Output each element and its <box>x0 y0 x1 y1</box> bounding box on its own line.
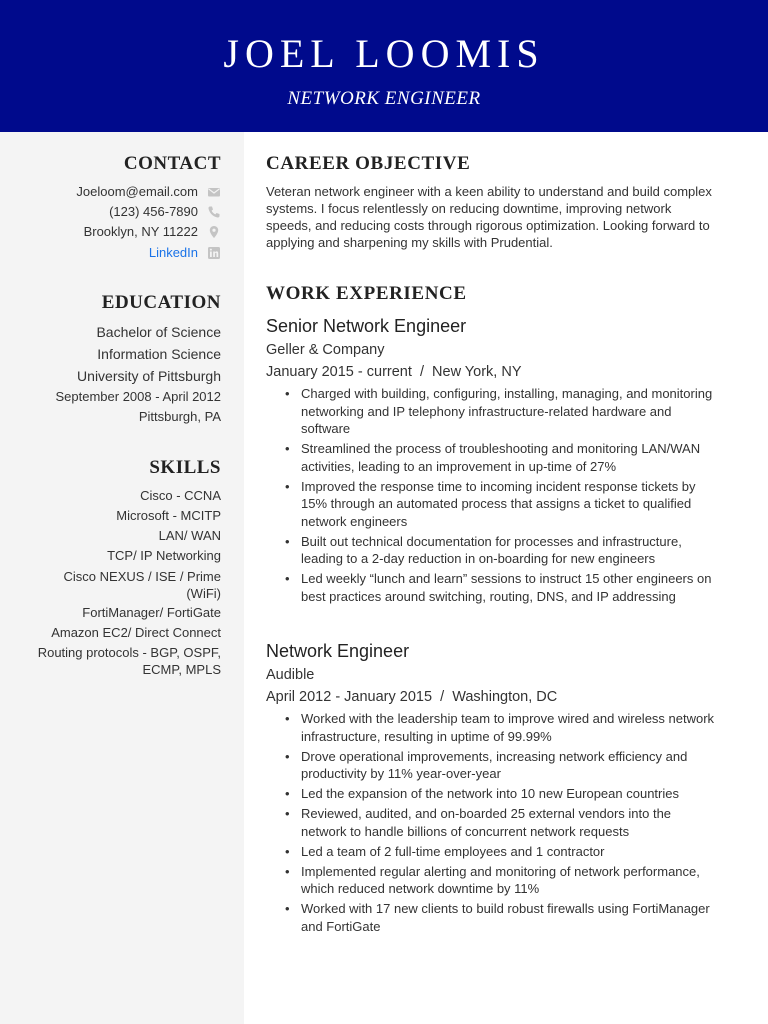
skill-item: Amazon EC2/ Direct Connect <box>51 625 221 640</box>
objective-text: Veteran network engineer with a keen ability to understand and build complex systems. I focus relentlessly on reducing downtime, improving network speeds, and reducing costs through rigorous optimization. Looking forward to applying and sharpening my skills with Prudential. <box>266 184 712 250</box>
job-dates: April 2012 - January 2015 / Washington, DC <box>266 689 558 705</box>
objective-heading: CAREER OBJECTIVE <box>266 153 471 174</box>
skill-item: FortiManager/ FortiGate <box>82 605 221 620</box>
list-item: • Charged with building, configuring, installing, managing, and monitoring networking and IP telephony infrastructure-related hardware and software <box>285 385 717 438</box>
education-heading: EDUCATION <box>101 292 221 313</box>
contact-location <box>84 223 221 241</box>
skill-item: LAN/ WAN <box>158 528 221 543</box>
education-degree: Bachelor of Science <box>96 324 221 340</box>
list-item: • Worked with 17 new clients to build robust firewalls using FortiManager and FortiGate <box>285 900 717 935</box>
experience-heading: WORK EXPERIENCE <box>266 283 467 304</box>
job-title: Network Engineer <box>266 641 410 661</box>
list-item: • Led the expansion of the network into 10 new European countries <box>285 785 717 803</box>
skill-item: Cisco NEXUS / ISE / Prime (WiFi) <box>63 569 221 601</box>
skill-item: Routing protocols - BGP, OSPF, ECMP, MPLS <box>37 645 221 677</box>
envelope-icon <box>207 185 221 199</box>
map-pin-icon <box>207 225 221 239</box>
contact-heading: CONTACT <box>123 153 221 174</box>
job-bullets <box>285 710 717 938</box>
education-school: University of Pittsburgh <box>77 368 221 384</box>
contact-linkedin[interactable] <box>149 244 221 262</box>
contact-location-text: Brooklyn, NY 11222 <box>83 224 198 239</box>
linkedin-icon <box>207 246 221 260</box>
candidate-title: NETWORK ENGINEER <box>287 88 481 109</box>
candidate-name: JOEL LOOMIS <box>223 31 545 76</box>
list-item: • Led a team of 2 full-time employees and 1 contractor <box>285 843 717 861</box>
linkedin-link[interactable]: LinkedIn <box>148 245 198 260</box>
education-location: Pittsburgh, PA <box>138 409 221 424</box>
list-item: • Worked with the leadership team to improve wired and wireless network infrastructure, resulting in uptime of 99.99% <box>285 710 717 745</box>
skill-item: Microsoft - MCITP <box>116 508 221 523</box>
contact-email-text: Joeloom@email.com <box>76 184 198 199</box>
list-item: • Led weekly “lunch and learn” sessions to instruct 15 other engineers on best practices around switching, routing, DNS, and IP addressing <box>285 570 717 605</box>
list-item: • Reviewed, audited, and on-boarded 25 external vendors into the network to handle billions of concurrent network requests <box>285 805 717 840</box>
list-item: • Implemented regular alerting and monitoring of network performance, which reduced network downtime by 11% <box>285 863 717 898</box>
list-item: • Improved the response time to incoming incident response tickets by 15% through an automated process that assigns a ticket to qualified network engineers <box>285 478 717 531</box>
skill-item: TCP/ IP Networking <box>107 548 221 563</box>
job-bullets <box>285 385 717 608</box>
sidebar <box>0 132 244 1024</box>
job-dates: January 2015 - current / New York, NY <box>266 364 522 380</box>
contact-email[interactable] <box>76 183 221 201</box>
job-title: Senior Network Engineer <box>266 316 467 336</box>
skills-heading: SKILLS <box>149 457 221 478</box>
education-dates: September 2008 - April 2012 <box>55 389 221 404</box>
skill-item: Cisco - CCNA <box>140 488 221 503</box>
contact-phone-text: (123) 456-7890 <box>109 204 198 219</box>
list-item: • Built out technical documentation for processes and infrastructure, leading to a 2-day reduction in on-boarding for new engineers <box>285 533 717 568</box>
list-item: • Streamlined the process of troubleshooting and monitoring LAN/WAN activities, leading to an improvement in up-time of 27% <box>285 440 717 475</box>
list-item: • Drove operational improvements, increasing network efficiency and productivity by 11% year-over-year <box>285 748 717 783</box>
education-field: Information Science <box>97 346 221 362</box>
job-company: Geller & Company <box>266 342 385 358</box>
contact-phone[interactable] <box>109 203 221 221</box>
resume-header <box>0 0 768 132</box>
phone-icon <box>207 205 221 219</box>
job-company: Audible <box>266 667 315 683</box>
